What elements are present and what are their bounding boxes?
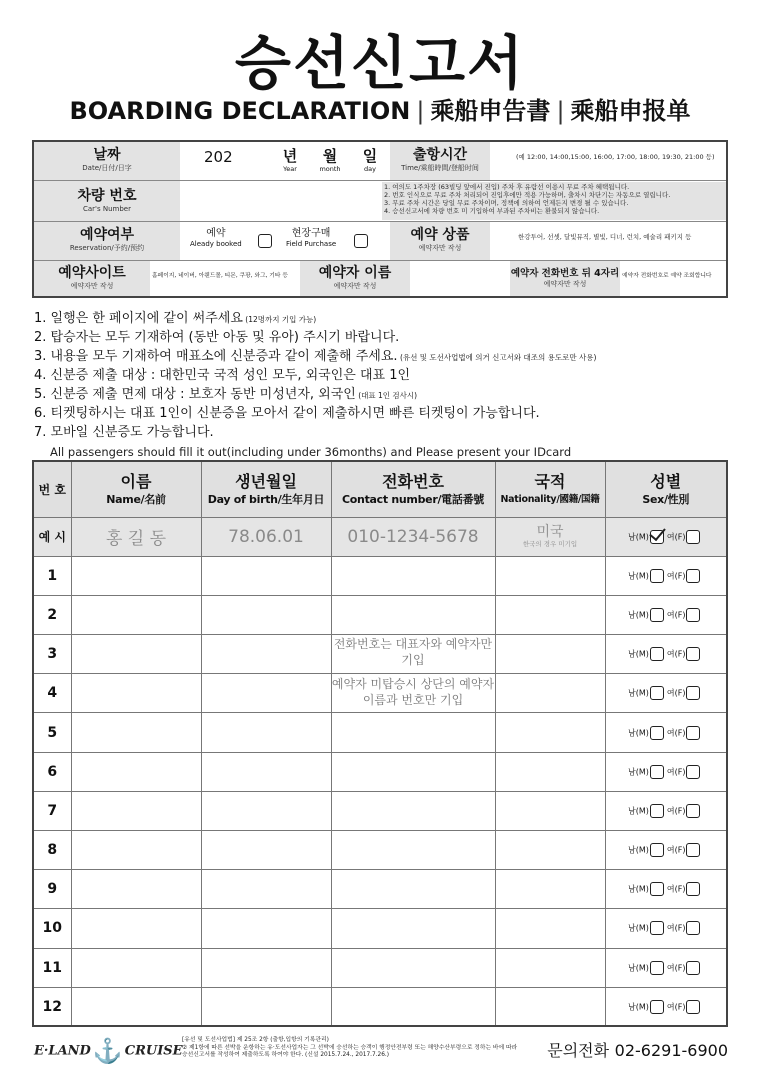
departure-note: (예 12:00, 14:00,15:00, 16:00, 17:00, 18:00, 19:30, 21:00 등) [516,153,715,161]
phone4-label-cell [510,261,620,296]
page-subtitle [0,96,760,126]
year-unit: 년 [282,147,298,165]
dob-cell[interactable] [201,791,331,830]
phone-cell[interactable] [331,909,495,948]
sex-cell: 남(M) 여(F) [605,713,727,752]
row-number: 10 [33,909,71,948]
contact-phone-number: 02-6291-6900 [614,1041,728,1060]
departure-label: 출항시간 [412,147,468,163]
subtitle-cn: 乘船申报单 [570,97,691,125]
row-number: 2 [33,595,71,634]
parking-note: 1. 여의도 1주차장 (63빌딩 앞에서 진입) 주차 후 유람선 이용시 무료 주차 혜택됩니다. [384,183,630,191]
male-checkbox[interactable] [650,726,664,740]
field-purchase-option-en: Field Purchase [286,240,337,248]
site-note: 홈페이지, 네이버, 아웬드몰, 티몬, 쿠팡, 와그, 기타 등 [152,273,288,279]
reserved-checkbox[interactable] [258,234,272,248]
phone4-sublabel: 예약자만 작성 [543,280,587,288]
table-row [33,948,727,987]
example-label: 예 시 [33,517,71,556]
subtitle-en: BOARDING DECLARATION [69,97,411,125]
table-row [33,595,727,634]
example-sex: 남(M) 여(F) [605,517,727,556]
dob-cell[interactable] [201,909,331,948]
parking-notes [382,182,726,220]
sex-cell: 남(M) 여(F) [605,556,727,595]
dob-cell[interactable] [201,595,331,634]
table-row [33,791,727,830]
subtitle-separator: | [416,97,425,125]
header-dob: 생년월일 Day of birth/生年月日 [201,461,331,517]
sex-cell: 남(M) 여(F) [605,909,727,948]
row-number: 5 [33,713,71,752]
male-checkbox[interactable] [650,961,664,975]
nationality-cell[interactable] [495,752,605,791]
instruction-item: 7. 모바일 신분증도 가능합니다. [34,425,214,440]
product-sublabel: 예약자만 작성 [418,244,462,252]
example-row [33,517,727,556]
instruction-item: 6. 티켓팅하시는 대표 1인이 신분증을 모아서 같이 제출하시면 빠른 티켓팅이 가능합니다. [34,406,540,421]
row-number: 6 [33,752,71,791]
reserved-option-label: 예약 [206,228,226,239]
site-field[interactable] [150,261,300,296]
row-number: 11 [33,948,71,987]
phone-cell[interactable] [331,791,495,830]
example-nationality: 미국 한국의 경우 미기입 [495,517,605,556]
day-unit-en: day [364,165,376,173]
name-cell[interactable] [71,674,201,713]
site-label: 예약사이트 [58,265,126,281]
dob-cell[interactable] [201,713,331,752]
male-checkbox[interactable] [650,647,664,661]
row-number: 3 [33,635,71,674]
male-checkbox[interactable] [650,804,664,818]
header-name: 이름 Name/名前 [71,461,201,517]
phone4-label: 예약자 전화번호 뒤 4자리 [510,268,620,279]
sex-cell: 남(M) 여(F) [605,987,727,1026]
name-cell[interactable] [71,752,201,791]
female-checkbox[interactable] [686,961,700,975]
dob-cell[interactable] [201,831,331,870]
product-note: 한강투어, 선셋, 달빛뮤직, 별빛, 디너, 런치, 예술리 패키지 등 [518,233,692,241]
sex-cell: 남(M) 여(F) [605,635,727,674]
table-row [33,556,727,595]
male-checkbox[interactable] [650,765,664,779]
nationality-cell[interactable] [495,635,605,674]
male-checkbox[interactable] [650,882,664,896]
name-cell[interactable] [71,870,201,909]
male-checkbox[interactable] [650,686,664,700]
site-sublabel: 예약자만 작성 [70,282,114,290]
name-cell[interactable] [71,713,201,752]
field-purchase-option-label: 현장구매 [291,228,331,239]
table-row [33,752,727,791]
booker-label: 예약자 이름 [318,265,392,281]
nationality-cell[interactable] [495,595,605,634]
row-number: 9 [33,870,71,909]
table-header-row [33,461,727,517]
phone4-field[interactable] [620,261,726,296]
male-checkbox[interactable] [650,843,664,857]
example-male-checkbox [650,530,664,544]
legal-notice: [유선 및 도선사업법] 제 25조 2항 (출항,입항의 기록관리) ② 제1항에 따른 선박을 운항하는 유·도선사업자는 그 선박에 승선하는 승객이 행정안전부령 또는 해양수산부령으로 정하는 바에 따라 승선신고서를 작성하여 제출하도록 하여야 한다. (신설 2015.7.24., 2017.7.26.) [182,1037,518,1059]
nationality-cell[interactable] [495,831,605,870]
name-cell[interactable] [71,831,201,870]
male-checkbox[interactable] [650,608,664,622]
reservation-label: 예약여부 [79,227,135,243]
female-checkbox[interactable] [686,647,700,661]
car-number-field[interactable] [180,183,380,219]
instruction-item: 5. 신분증 제출 면제 대상 : 보호자 동반 미성년자, 외국인 (대표 1인 검사시) [34,387,418,402]
sex-cell: 남(M) 여(F) [605,870,727,909]
row-number: 12 [33,987,71,1026]
nationality-cell[interactable] [495,987,605,1026]
phone-cell[interactable] [331,556,495,595]
male-checkbox[interactable] [650,1000,664,1014]
nationality-cell[interactable] [495,909,605,948]
field-purchase-checkbox[interactable] [354,234,368,248]
dob-cell[interactable] [201,556,331,595]
table-row [33,909,727,948]
month-unit-en: month [319,165,341,173]
sex-cell: 남(M) 여(F) [605,948,727,987]
dob-cell[interactable] [201,987,331,1026]
instruction-item: 1. 일행은 한 페이지에 같이 써주세요 (12명까지 기입 가능) [34,311,317,326]
female-checkbox[interactable] [686,765,700,779]
example-phone: 010-1234-5678 [331,517,495,556]
header-no: 번 호 [33,461,71,517]
parking-note: 4. 승선신고서에 차량 번호 미 기입하여 부과된 주차비는 환불되지 않습니다. [384,207,600,215]
product-field[interactable] [490,222,726,260]
page-title: 승선신고서 [234,29,526,97]
product-label: 예약 상품 [410,227,470,243]
female-checkbox[interactable] [686,843,700,857]
table-row [33,713,727,752]
name-cell[interactable] [71,635,201,674]
female-checkbox[interactable] [686,726,700,740]
instructions-list [34,310,734,461]
instruction-item: 2. 탑승자는 모두 기재하여 (동반 아동 및 유아) 주시기 바랍니다. [34,330,400,345]
header-nationality: 국적 Nationality/國籍/国籍 [495,461,605,517]
sex-cell: 남(M) 여(F) [605,674,727,713]
phone-cell[interactable] [331,752,495,791]
passenger-table [32,460,728,1027]
departure-field[interactable] [490,142,726,180]
booker-label-cell [300,261,410,296]
subtitle-jp: 乘船申告書 [430,97,551,125]
dob-cell[interactable] [201,752,331,791]
header-info-form [32,140,728,298]
site-label-cell [34,261,150,296]
departure-sublabel: Time/乘船時間/登船时间 [401,164,479,172]
name-cell[interactable] [71,791,201,830]
car-label-cell [34,181,180,221]
dob-cell[interactable] [201,870,331,909]
date-label: 날짜 [93,147,121,163]
instruction-english: All passengers should fill it out(including under 36months) and Please present your IDcard [50,445,572,459]
car-sublabel: Car's Number [83,205,131,213]
anchor-icon: ⚓ [92,1036,123,1065]
dob-cell[interactable] [201,948,331,987]
table-row [33,987,727,1026]
instruction-item: 4. 신분증 제출 대상 : 대한민국 국적 성인 모두, 외국인은 대표 1인 [34,368,411,383]
day-unit: 일 [362,147,378,165]
nationality-cell[interactable] [495,556,605,595]
month-unit: 월 [322,147,338,165]
nationality-cell[interactable] [495,948,605,987]
instruction-item: 3. 내용을 모두 기재하여 매표소에 신분증과 같이 제출해 주세요. (유선 및 도선사업법에 의거 신고서와 대조의 용도로만 사용) [34,349,597,364]
product-label-cell [390,222,490,260]
row-number: 4 [33,674,71,713]
nationality-cell[interactable] [495,870,605,909]
name-cell[interactable] [71,987,201,1026]
reservation-label-cell [34,222,180,260]
male-checkbox[interactable] [650,569,664,583]
phone-cell[interactable] [331,595,495,634]
nationality-cell[interactable] [495,674,605,713]
departure-label-cell [390,142,490,180]
phone-cell[interactable] [331,713,495,752]
female-checkbox[interactable] [686,608,700,622]
reserved-option-en: Aleady booked [190,240,242,248]
parking-note: 2. 번호 인식으로 무료 주차 처리되어 진입후에만 적용 가능하며, 출차시 차단기는 자동으로 열립니다. [384,191,671,199]
row-number: 1 [33,556,71,595]
female-checkbox[interactable] [686,686,700,700]
date-label-cell [34,142,180,180]
year-prefix: 202 [204,148,233,166]
female-checkbox[interactable] [686,882,700,896]
contact-phone-label: 문의전화 [547,1041,610,1060]
phone-cell[interactable] [331,987,495,1026]
nationality-cell[interactable] [495,713,605,752]
absent-booker-note: 예약자 미탑승시 상단의 예약자 이름과 번호만 기입 [331,677,495,707]
name-cell[interactable] [71,909,201,948]
dob-cell[interactable] [201,635,331,674]
year-unit-en: Year [283,165,297,173]
row-number: 7 [33,791,71,830]
female-checkbox[interactable] [686,921,700,935]
example-name: 홍 길 동 [71,517,201,556]
female-checkbox[interactable] [686,804,700,818]
sex-cell: 남(M) 여(F) [605,595,727,634]
table-row [33,870,727,909]
nationality-cell[interactable] [495,791,605,830]
name-cell[interactable] [71,556,201,595]
sex-cell: 남(M) 여(F) [605,791,727,830]
header-sex: 성별 Sex/性別 [605,461,727,517]
name-cell[interactable] [71,948,201,987]
example-female-checkbox [686,530,700,544]
phone-cell[interactable] [331,948,495,987]
phone4-note: 예약자 전화번호로 예약 조회합니다 [622,273,712,279]
table-row [33,831,727,870]
male-checkbox[interactable] [650,921,664,935]
sex-cell: 남(M) 여(F) [605,752,727,791]
phone-guidance-note: 전화번호는 대표자와 예약자만 기입 [333,637,493,667]
booker-sublabel: 예약자만 작성 [333,282,377,290]
header-phone: 전화번호 Contact number/電話番號 [331,461,495,517]
date-field[interactable] [180,142,390,180]
booker-name-field[interactable] [410,261,510,296]
female-checkbox[interactable] [686,1000,700,1014]
subtitle-separator: | [556,97,565,125]
date-sublabel: Date/日付/日字 [82,164,132,172]
phone-cell[interactable] [331,831,495,870]
eland-cruise-logo: E·LAND⚓ CRUISE [34,1036,183,1065]
reservation-sublabel: Reservation/予約/预约 [69,244,145,252]
reservation-options [180,222,390,260]
sex-cell: 남(M) 여(F) [605,831,727,870]
phone-cell[interactable] [331,870,495,909]
row-number: 8 [33,831,71,870]
example-dob: 78.06.01 [201,517,331,556]
name-cell[interactable] [71,595,201,634]
car-label: 차량 번호 [77,188,137,204]
contact-phone [547,1040,728,1062]
female-checkbox[interactable] [686,569,700,583]
parking-note: 3. 무료 주차 시간은 당일 무료 주차이며, 정책에 의하여 언제든지 변경 될 수 있습니다. [384,199,629,207]
dob-cell[interactable] [201,674,331,713]
